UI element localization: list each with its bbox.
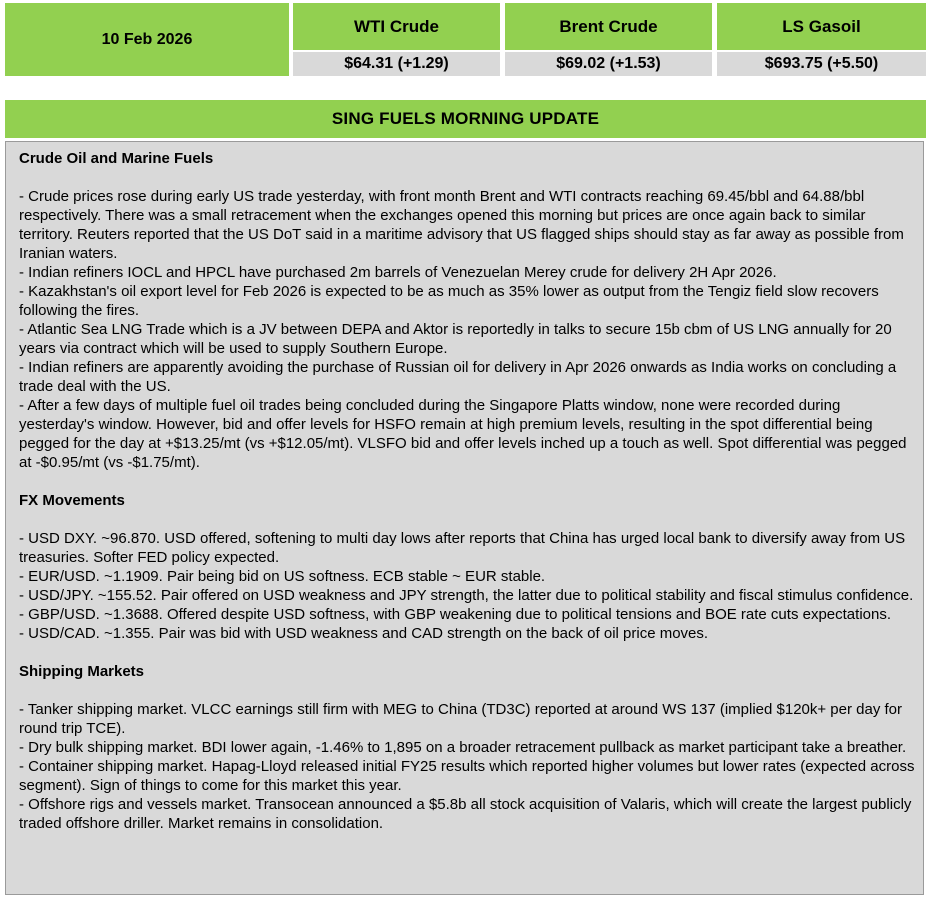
wti-crude-header: WTI Crude [293, 3, 500, 50]
report-body [5, 141, 924, 895]
shipping-item: - Dry bulk shipping market. BDI lower again, -1.46% to 1,895 on a broader retracement pullback as market participant take a breather. [19, 739, 907, 756]
fx-item: - EUR/USD. ~1.1909. Pair being bid on US softness. ECB stable ~ EUR stable. [19, 568, 546, 585]
report-content [19, 149, 915, 833]
brent-crude-price: $69.02 (+1.53) [505, 52, 712, 76]
price-table [5, 3, 926, 76]
crude-item: - After a few days of multiple fuel oil trades being concluded during the Singapore Platts window, none were recorded during yesterday's window. However, bid and offer levels for HSFO remain at high premium levels, resulting in the spot differential being pegged for the day at +$13.25/mt (vs +$12.05/mt). VLSFO bid and offer levels inched up a touch as well. Spot differential was pegged at -$0.95/mt (vs -$1.75/mt). [19, 397, 907, 471]
shipping-item: - Offshore rigs and vessels market. Transocean announced a $5.8b all stock acquisition of Valaris, which will create the largest publicly traded offshore driller. Market remains in consolidation. [19, 796, 912, 832]
section-title-fx-movements: FX Movements [19, 492, 125, 509]
crude-item: - Crude prices rose during early US trade yesterday, with front month Brent and WTI contracts reaching 69.45/bbl and 64.88/bbl respectively. There was a small retracement when the exchanges opened this morning but prices are once again back to similar territory. Reuters reported that the US DoT said in a maritime advisory that US flagged ships should stay as far away as possible from Iranian waters. [19, 188, 904, 262]
crude-item: - Indian refiners IOCL and HPCL have purchased 2m barrels of Venezuelan Merey crude for delivery 2H Apr 2026. [19, 264, 777, 281]
brent-crude-header: Brent Crude [505, 3, 712, 50]
fx-item: - USD/CAD. ~1.355. Pair was bid with USD weakness and CAD strength on the back of oil price moves. [19, 625, 709, 642]
crude-item: - Kazakhstan's oil export level for Feb 2026 is expected to be as much as 35% lower as output from the Tengiz field slow recovers following the fires. [19, 283, 879, 319]
shipping-item: - Tanker shipping market. VLCC earnings still firm with MEG to China (TD3C) reported at around WS 137 (implied $120k+ per day for round trip TCE). [19, 701, 903, 737]
section-title-shipping-markets: Shipping Markets [19, 663, 145, 680]
shipping-item: - Container shipping market. Hapag-Lloyd released initial FY25 results which reported higher volumes but lower rates (expected across segment). Sign of things to come for this market this year. [19, 758, 915, 794]
section-title-crude-oil: Crude Oil and Marine Fuels [19, 150, 214, 167]
ls-gasoil-header: LS Gasoil [717, 3, 926, 50]
fx-item: - USD DXY. ~96.870. USD offered, softening to multi day lows after reports that China has urged local bank to diversify away from US treasuries. Softer FED policy expected. [19, 530, 906, 566]
crude-item: - Indian refiners are apparently avoiding the purchase of Russian oil for delivery in Apr 2026 onwards as India works on concluding a trade deal with the US. [19, 359, 897, 395]
crude-item: - Atlantic Sea LNG Trade which is a JV between DEPA and Aktor is reportedly in talks to secure 15b cbm of US LNG annually for 20 years via contract which will be used to supply Southern Europe. [19, 321, 892, 357]
report-title: SING FUELS MORNING UPDATE [5, 100, 926, 138]
report-date: 10 Feb 2026 [5, 3, 289, 76]
fx-item: - GBP/USD. ~1.3688. Offered despite USD softness, with GBP weakening due to political tensions and BOE rate cuts expectations. [19, 606, 891, 623]
fx-item: - USD/JPY. ~155.52. Pair offered on USD weakness and JPY strength, the latter due to political stability and fiscal stimulus confidence. [19, 587, 914, 604]
ls-gasoil-price: $693.75 (+5.50) [717, 52, 926, 76]
wti-crude-price: $64.31 (+1.29) [293, 52, 500, 76]
